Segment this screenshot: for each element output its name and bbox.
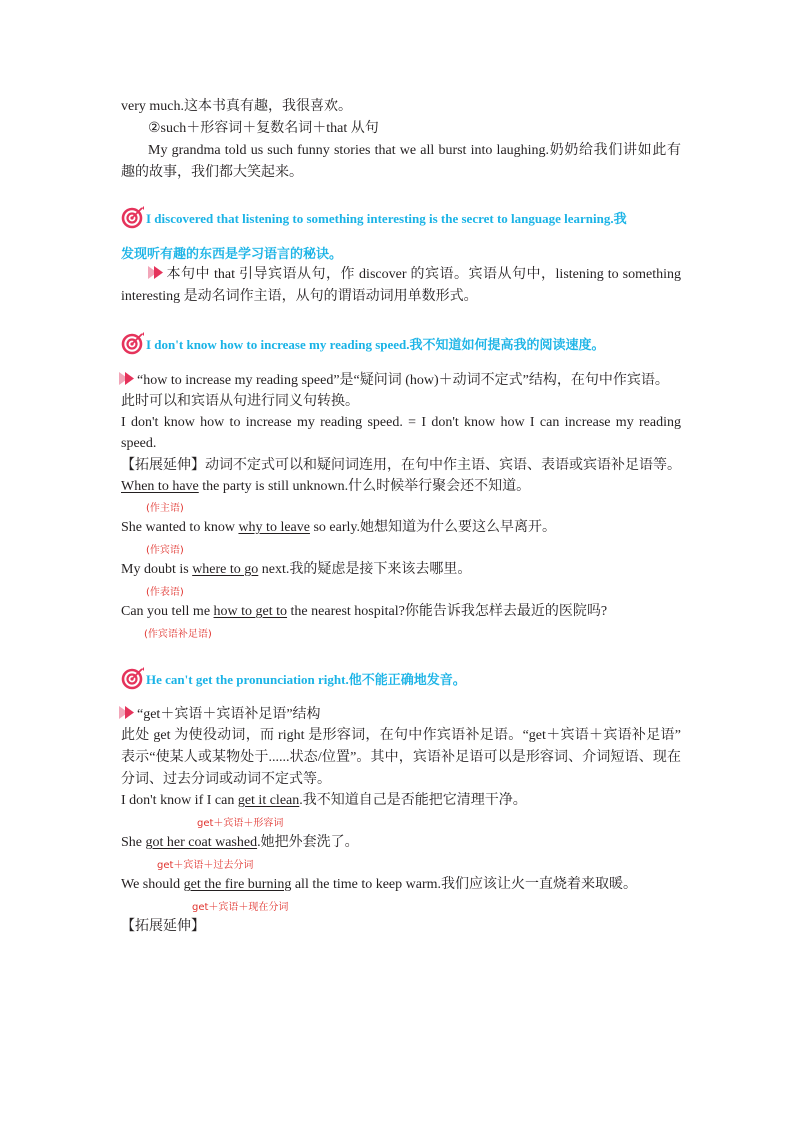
intro-line-1: very much.这本书真有趣，我很喜欢。 xyxy=(121,99,352,114)
example-2-1: When to have the party is still unknown.什么时候举行聚会还不知道。 xyxy=(121,479,531,494)
key-sentence-1 xyxy=(121,205,681,229)
target-icon xyxy=(121,666,145,690)
double-arrow-icon xyxy=(148,266,165,279)
explanation-1-line-1: 本句中 that 引导宾语从句，作 discover 的宾语。宾语从句中，listening to something xyxy=(148,265,681,285)
key-sentence-2-cn: 我不知道如何提高我的阅读速度。 xyxy=(409,338,605,353)
key-sentence-3-cn: 他不能正确地发音。 xyxy=(348,673,466,688)
annotation-get-adjective: get＋宾语＋形容词 xyxy=(197,818,284,829)
annotation-predicative: (作表语) xyxy=(146,587,184,598)
target-icon xyxy=(121,205,145,229)
example-2-4: Can you tell me how to get to the nearest hospital?你能告诉我怎样去最近的医院吗? xyxy=(121,604,608,619)
key-sentence-2 xyxy=(121,331,681,355)
intro-example-cn: 趣的故事，我们都大笑起来。 xyxy=(121,165,303,180)
annotation-get-present-participle: get＋宾语＋现在分词 xyxy=(192,902,289,913)
annotation-get-past-participle: get＋宾语＋过去分词 xyxy=(157,860,254,871)
paraphrase-line-1: I don't know how to increase my reading speed. = I don't know how I can increase my reading xyxy=(121,415,681,430)
explanation-3-line-4: 分词、过去分词或动词不定式等。 xyxy=(121,772,331,787)
explanation-2-line-2: 此时可以和宾语从句进行同义句转换。 xyxy=(121,394,359,409)
example-3-3: We should get the fire burning all the time to keep warm.我们应该让火一直烧着来取暖。 xyxy=(121,877,638,892)
explanation-2-line-1: “how to increase my reading speed”是“疑问词 (how)＋动词不定式”结构，在句中作宾语。 xyxy=(119,371,679,391)
intro-rule: ②such＋形容词＋复数名词＋that 从句 xyxy=(148,121,379,136)
example-2-2: She wanted to know why to leave so early.她想知道为什么要这么早离开。 xyxy=(121,520,556,535)
key-sentence-1-en: I discovered that listening to something interesting is the secret to language learning. xyxy=(146,211,614,226)
explanation-3-line-3: 表示“使某人或某物处于......状态/位置”。其中，宾语补足语可以是形容词、介词短语、现在 xyxy=(121,750,681,765)
example-3-2: She got her coat washed.她把外套洗了。 xyxy=(121,835,359,850)
key-sentence-3 xyxy=(121,666,681,690)
annotation-object-complement: (作宾语补足语) xyxy=(144,629,212,640)
annotation-object: (作宾语) xyxy=(146,545,184,556)
intro-example-en: My grandma told us such funny stories that we all burst into laughing.奶奶给我们讲如此有 xyxy=(148,143,681,158)
example-3-1: I don't know if I can get it clean.我不知道自己是否能把它清理干净。 xyxy=(121,793,527,808)
explanation-1-line-2: interesting 是动名词作主语，从句的谓语动词用单数形式。 xyxy=(121,289,478,304)
extension-2: 【拓展延伸】动词不定式可以和疑问词连用，在句中作主语、宾语、表语或宾语补足语等。 xyxy=(121,458,681,473)
key-sentence-1-cn: 发现听有趣的东西是学习语言的秘诀。 xyxy=(121,247,343,262)
annotation-subject: (作主语) xyxy=(146,503,184,514)
double-arrow-icon xyxy=(119,372,136,385)
explanation-3-line-2: 此处 get 为使役动词，而 right 是形容词，在句中作宾语补足语。“get＋宾语＋宾语补足语” xyxy=(121,728,681,743)
double-arrow-icon xyxy=(119,706,136,719)
extension-3: 【拓展延伸】 xyxy=(121,919,205,934)
key-sentence-1-cn-start: 我 xyxy=(613,212,627,227)
key-sentence-2-en: I don't know how to increase my reading speed. xyxy=(146,337,410,352)
explanation-3-line-1: “get＋宾语＋宾语补足语”结构 xyxy=(119,705,679,725)
key-sentence-3-en: He can't get the pronunciation right. xyxy=(146,672,349,687)
target-icon xyxy=(121,331,145,355)
paraphrase-line-2: speed. xyxy=(121,436,157,451)
example-2-3: My doubt is where to go next.我的疑虑是接下来该去哪里。 xyxy=(121,562,472,577)
